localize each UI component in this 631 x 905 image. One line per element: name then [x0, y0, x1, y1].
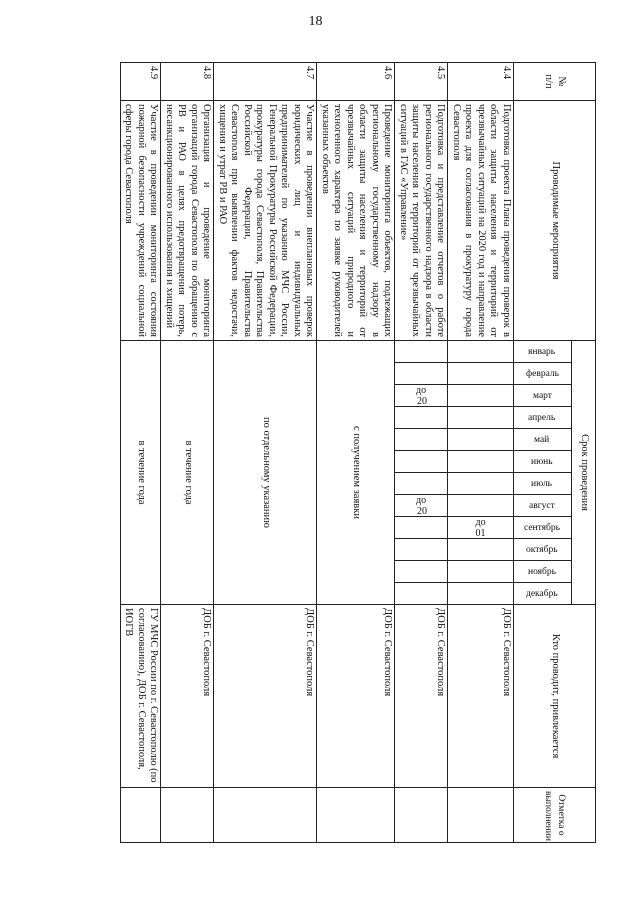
row-month-cell	[395, 539, 448, 561]
row-month-cell: до 20	[395, 385, 448, 407]
row-mark	[448, 788, 514, 843]
month-header-5: июнь	[514, 451, 572, 473]
row-number: 4.8	[161, 63, 214, 101]
row-action: Организация и проведение мониторинга организаций города Севастополя по обращению с РВ и РАО в целях предотвращения потерь, несанкционированного использования и хищений	[161, 101, 214, 341]
row-month-cell	[448, 407, 514, 429]
row-month-cell	[448, 561, 514, 583]
header-period: Срок проведения	[572, 341, 596, 605]
header-num: № п/п	[514, 63, 596, 101]
row-mark	[121, 788, 162, 843]
row-month-cell	[395, 561, 448, 583]
row-number: 4.9	[121, 63, 162, 101]
row-action: Участие в проведении мониторинга состояния пожарной безопасности учреждений социальной сферы города Севастополя	[121, 101, 162, 341]
row-mark	[317, 788, 395, 843]
row-month-cell	[448, 385, 514, 407]
row-period-span: в течение года	[161, 341, 214, 605]
row-who: ДОБ г. Севастополя	[161, 605, 214, 788]
rotated-sheet	[124, 62, 596, 842]
row-number: 4.7	[214, 63, 317, 101]
row-who: ДОБ г. Севастополя	[448, 605, 514, 788]
row-month-cell	[448, 495, 514, 517]
row-month-cell	[448, 341, 514, 363]
month-header-10: ноябрь	[514, 561, 572, 583]
table-row	[161, 63, 214, 843]
row-month-cell	[448, 429, 514, 451]
row-month-cell	[395, 363, 448, 385]
row-month-cell	[395, 451, 448, 473]
row-period-span: по отдельному указанию	[214, 341, 317, 605]
month-header-0: январь	[514, 341, 572, 363]
row-mark	[395, 788, 448, 843]
row-action: Подготовка и представление отчетов о работе регионального государственного надзора в области защиты населения и территорий от чрезвычайных ситуаций в ГАС «Управление»	[395, 101, 448, 341]
month-header-6: июль	[514, 473, 572, 495]
row-action: Участие в проведении внеплановых проверок юридических лиц и индивидуальных предпринимателей по указанию МЧС России, Генеральной Прокуратуры Российской Федерации, прокуратуры города Севастополя, Правительства Российской Федерации, Правительства Севастополя при выявлении фактов недостачи, хищения и утрат РВ и РАО	[214, 101, 317, 341]
row-mark	[214, 788, 317, 843]
header-action: Проводимые мероприятия	[514, 101, 596, 341]
row-month-cell: до 01	[448, 517, 514, 539]
row-month-cell	[395, 429, 448, 451]
row-who: ДОБ г. Севастополя	[214, 605, 317, 788]
row-action: Подготовка проекта Плана проведения проверок в области защиты населения и территорий от чрезвычайных ситуаций на 2020 год и направление проекта для согласования в прокуратуру города Севастополя	[448, 101, 514, 341]
row-who: ДОБ г. Севастополя	[395, 605, 448, 788]
month-header-2: март	[514, 385, 572, 407]
month-header-1: февраль	[514, 363, 572, 385]
row-number: 4.6	[317, 63, 395, 101]
table-row	[214, 63, 317, 843]
row-month-cell	[395, 341, 448, 363]
row-month-cell	[448, 363, 514, 385]
month-header-9: октябрь	[514, 539, 572, 561]
month-header-3: апрель	[514, 407, 572, 429]
row-month-cell	[448, 539, 514, 561]
row-month-cell: до 20	[395, 495, 448, 517]
row-month-cell	[448, 583, 514, 605]
month-header-7: август	[514, 495, 572, 517]
row-number: 4.5	[395, 63, 448, 101]
table-row	[317, 63, 395, 843]
header-who: Кто проводит, привлекается	[514, 605, 596, 788]
month-header-4: май	[514, 429, 572, 451]
table-row	[395, 63, 448, 843]
row-month-cell	[395, 473, 448, 495]
row-number: 4.4	[448, 63, 514, 101]
row-month-cell	[448, 473, 514, 495]
row-month-cell	[448, 451, 514, 473]
row-period-span: в течение года	[121, 341, 162, 605]
month-header-8: сентябрь	[514, 517, 572, 539]
row-who: ГУ МЧС России по г. Севастополю (по согласованию), ДОБ г. Севастополя, ИОГВ	[121, 605, 162, 788]
page-number: 18	[308, 14, 323, 29]
table-row	[448, 63, 514, 843]
month-header-11: декабрь	[514, 583, 572, 605]
events-table	[120, 62, 596, 843]
row-period-span: с получением заявки	[317, 341, 395, 605]
row-month-cell	[395, 407, 448, 429]
row-month-cell	[395, 583, 448, 605]
row-mark	[161, 788, 214, 843]
row-who: ДОБ г. Севастополя	[317, 605, 395, 788]
header-mark: Отметка о выполнении	[514, 788, 596, 843]
table-row	[121, 63, 162, 843]
row-action: Проведение мониторинга объектов, подлежащих региональному государственному надзору в области защиты населения и территорий от чрезвычайных ситуаций природного и техногенного характера по заявке руководителей указанных объектов	[317, 101, 395, 341]
row-month-cell	[395, 517, 448, 539]
